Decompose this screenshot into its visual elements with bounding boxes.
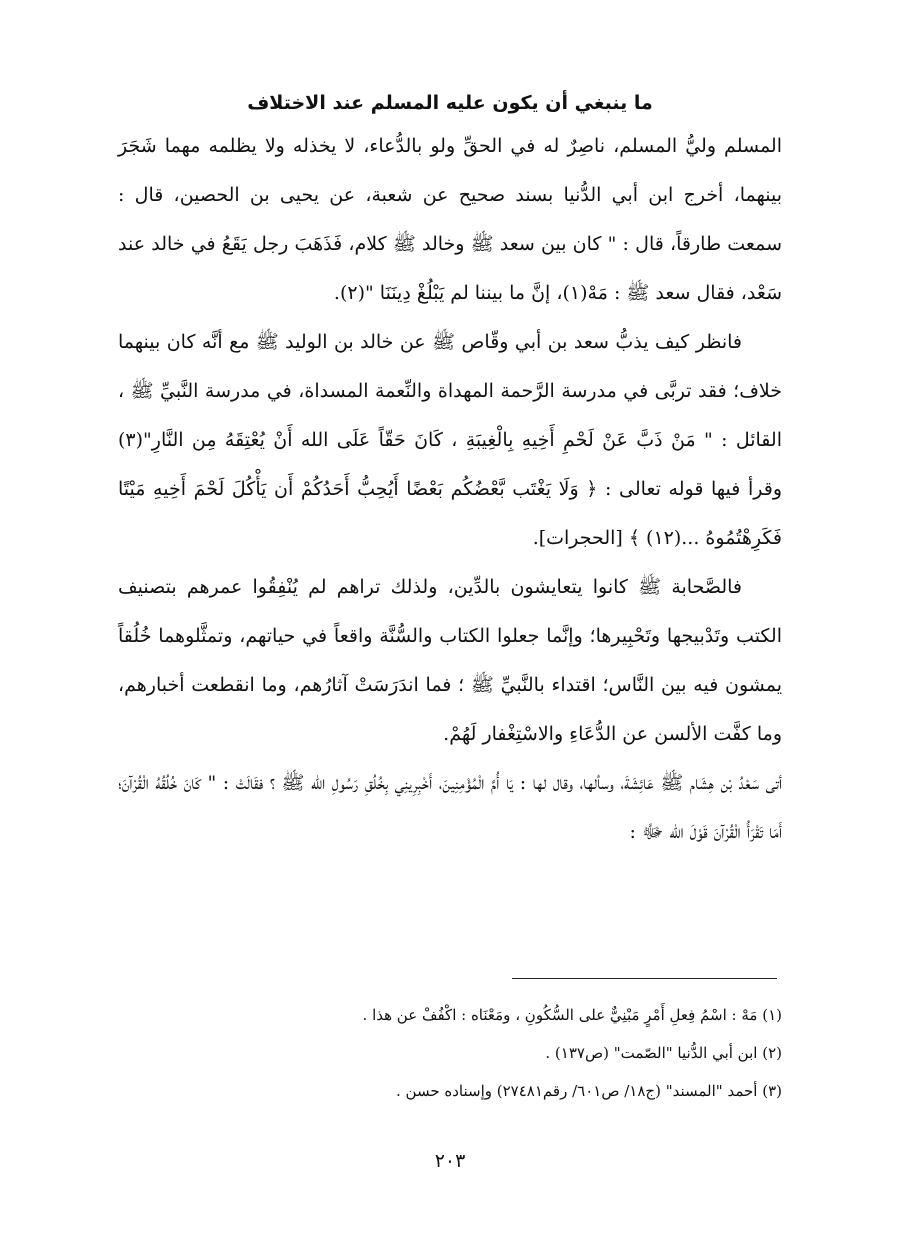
footnote: (١) مَهْ : اسْمُ فِعلِ أَمْرٍ مَبْنِيٌّ على السُّكُونِ ، ومَعْنَاه : اكْفُفْ عن هذا . <box>362 1006 782 1024</box>
page-number: ٢٠٣ <box>434 1150 466 1172</box>
main-text <box>118 122 782 857</box>
paragraph: فانظر كيف يذبُّ سعد بن أبي وقّاص ﷺ عن خالد بن الوليد ﷺ مع أنَّه كان بينهما خلاف؛ فقد تربَّى في مدرسة الرَّحمة المهداة والنِّعمة المسداة، في مدرسة النَّبيِّ ﷺ ، القائل : " مَنْ ذَبَّ عَنْ لَحْمِ أَخِيهِ بِالْغِيبَةِ ، كَانَ حَقّاً عَلَى الله أَنْ يُعْتِقَهُ مِن النَّارِ"(٣) وقرأ فيها قوله تعالى : ﴿ وَلَا يَغْتَب بَّعْضُكُم بَعْضًا أَيُحِبُّ أَحَدُكُمْ أَن يَأْكُلَ لَحْمَ أَخِيهِ مَيْتًا فَكَرِهْتُمُوهُ ...(١٢) ﴾ [الحجرات]. <box>118 331 782 549</box>
paragraph: المسلم وليُّ المسلم، ناصِرٌ له في الحقِّ ولو بالدُّعاء، لا يخذله ولا يظلمه مهما شَجَرَ بينهما، أخرج ابن أبي الدُّنيا بسند صحيح عن شعبة، عن يحيى بن الحصين، قال : سمعت طارقاً، قال : " كان بين سعد ﷺ وخالد ﷺ كلام، فَذَهَبَ رجل يَقَعُ في خالد عند سَعْد، فقال سعد ﷺ : مَهْ(١)، إنَّ ما بيننا لم يَبْلُغْ دِينَنَا "(٢). <box>118 135 782 304</box>
footnote-divider <box>512 978 777 979</box>
running-title: ما ينبغي أن يكون عليه المسلم عند الاختلاف <box>247 92 653 114</box>
footnotes <box>118 996 782 1110</box>
paragraph: فالصَّحابة ﷺ كانوا يتعايشون بالدِّين، ولذلك تراهم لم يُنْفِقُوا عمرهم بتصنيف الكتب وتَدْبيجها وتَحْبِيرها؛ وإنَّما جعلوا الكتاب والسُّنَّة واقعاً في حياتهم، وتمثَّلوهما خُلُقاً يمشون فيه بين النَّاس؛ اقتداء بالنَّبيِّ ﷺ ؛ فما اندَرَسَتْ آثارُهم، وما انقطعت أخبارهم، وما كفَّت الألسن عن الدُّعَاءِ والاسْتِغْفار لَهُمْ. <box>118 576 782 745</box>
paragraph: أتى سَعْدُ بْن هِشَام ﷺ عَائِشَةَ، وسألها، وقال لها : يَا أُمَّ الْمُؤْمِنِينَ، أَخْبِرِينِي بِخُلُقِ رَسُولِ الله ﷺ ؟ فقَالَتْ : " كَانَ خُلُقُهُ الْقُرْآنَ؛ أَمَا تَقْرَأُ الْقُرْآنَ قَوْلَ الله ﷻ : <box>118 772 782 843</box>
footnote: (٢) ابن أبي الدُّنيا "الصّمت" (ص١٣٧) . <box>545 1044 782 1062</box>
footnote: (٣) أحمد "المسند" (ج١٨/ ص٦٠١/ رقم٢٧٤٨١) وإسناده حسن . <box>396 1082 782 1100</box>
